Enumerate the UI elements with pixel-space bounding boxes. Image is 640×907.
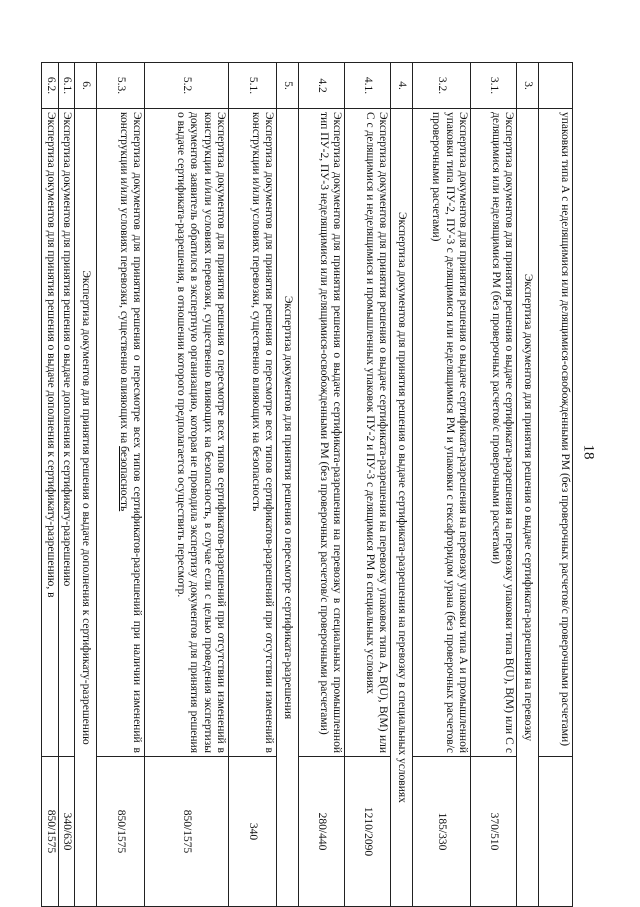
table-row — [97, 63, 145, 907]
row-number: 5.3. — [97, 63, 145, 109]
table-row — [58, 63, 74, 907]
row-number: 5.2. — [145, 63, 229, 109]
table-row — [471, 63, 517, 907]
row-description: упаковки типа А с неделящимися или делящимися-освобожденными РМ (без проверочных расчетов/с проверочными расчетами) — [539, 109, 573, 757]
row-description — [97, 109, 145, 757]
row-number: 4.1. — [345, 63, 391, 109]
row-number: 3.2. — [413, 63, 471, 109]
row-description: Экспертиза документов для принятия решения о выдаче дополнения к сертификату-разрешению, в — [42, 109, 58, 757]
row-price: 340/630 — [58, 757, 74, 907]
row-description: Экспертиза документов для принятия решения о выдаче дополнения к сертификату-разрешению — [58, 109, 74, 757]
underlined-word: безопасность — [117, 446, 130, 512]
table-row — [229, 63, 277, 907]
section-number: 4. — [391, 63, 413, 109]
table-row — [539, 63, 573, 907]
section-number: 5. — [277, 63, 299, 109]
table-row — [413, 63, 471, 907]
row-description: Экспертиза документов для принятия решения о выдаче сертификата-разрешения на перевозку упаковок типа А, B(U), B(M) или С с делящимися и неделящимися и промышленных упаковок ПУ-2 и ПУ-3 с делящимися РМ в специальных условиях — [345, 109, 391, 757]
row-price: 850/1575 — [42, 757, 58, 907]
rotated-table-container — [44, 62, 573, 906]
row-price: 340 — [229, 757, 277, 907]
section-row — [277, 63, 299, 907]
section-number: 3. — [517, 63, 539, 109]
table-row — [145, 63, 229, 907]
section-row — [517, 63, 539, 907]
row-price: 850/1575 — [145, 757, 229, 907]
row-number: 6.1. — [58, 63, 74, 109]
row-price: 1210/2090 — [345, 757, 391, 907]
row-description: Экспертиза документов для принятия решения о выдаче сертификата-разрешения на перевозку в специальных промышленной тип ПУ-2, ПУ-3 неделящимися или делящимися-освобожденными РМ (без проверочных расчетов/с проверочными расчетами) — [299, 109, 345, 757]
section-title: Экспертиза документов для принятия решения о пересмотре сертификата-разрешения — [277, 109, 299, 907]
row-price: 280/440 — [299, 757, 345, 907]
row-number: 4.2 — [299, 63, 345, 109]
page-number: 18 — [580, 444, 597, 460]
row-price — [539, 757, 573, 907]
row-description: Экспертиза документов для принятия решения о выдаче сертификата-разрешения на перевозку упаковки типа B(U), B(M) или С с делящимися или неделящимися РМ (без проверочных расчетов/с проверочными расчетами) — [471, 109, 517, 757]
table-row — [42, 63, 58, 907]
row-number: 6.2. — [42, 63, 58, 109]
section-title: Экспертиза документов для принятия решения о выдаче сертификата-разрешения на перевозку — [517, 109, 539, 907]
section-number: 6. — [75, 63, 97, 109]
row-price: 185/330 — [413, 757, 471, 907]
row-price: 850/1575 — [97, 757, 145, 907]
section-title: Экспертиза документов для принятия решения о выдаче сертификата-разрешения на перевозку в специальных условиях — [391, 109, 413, 907]
row-description-text: Экспертиза документов для принятия решения о пересмотре всех типов сертификатов-разрешений при наличии изменений в конструкции и/или условиях перевозки, существенно влияющих на безопасность — [117, 112, 143, 753]
row-price: 370/510 — [471, 757, 517, 907]
row-number — [539, 63, 573, 109]
section-title: Экспертиза документов для принятия решения о выдаче дополнения к сертификату-разрешению — [75, 109, 97, 907]
table-row — [299, 63, 345, 907]
row-description: Экспертиза документов для принятия решения о выдаче сертификата-разрешения на перевозку упаковки типа А и промышленной упаковки типа ПУ-2, ПУ-3 с делящимися или неделящимися РМ и упаковки с гексафторидом урана (без проверочных расчетов/с проверочными расчетами) — [413, 109, 471, 757]
row-number: 3.1. — [471, 63, 517, 109]
fee-table — [41, 62, 573, 907]
table-row — [345, 63, 391, 907]
fee-table-body — [42, 63, 573, 907]
row-description: Экспертиза документов для принятия решения о пересмотре всех типов сертификатов-разрешений при отсутствии изменений в конструкции и/или условиях перевозки, существенно влияющих на безопасность — [229, 109, 277, 757]
row-number: 5.1. — [229, 63, 277, 109]
row-description: Экспертиза документов для принятия решения о пересмотре всех типов сертификатов-разрешений при отсутствии изменений в конструкции и/или условиях перевозки, существенно влияющих на безопасность, в случае если с целью проведения экспертизы документов заявитель обратился в экспертную организацию, которая не проводила экспертизу документов для принятия решения о выдаче сертификата-разрешения, в отношении которого предполагается осуществить пересмотр. — [145, 109, 229, 757]
section-row — [75, 63, 97, 907]
section-row — [391, 63, 413, 907]
